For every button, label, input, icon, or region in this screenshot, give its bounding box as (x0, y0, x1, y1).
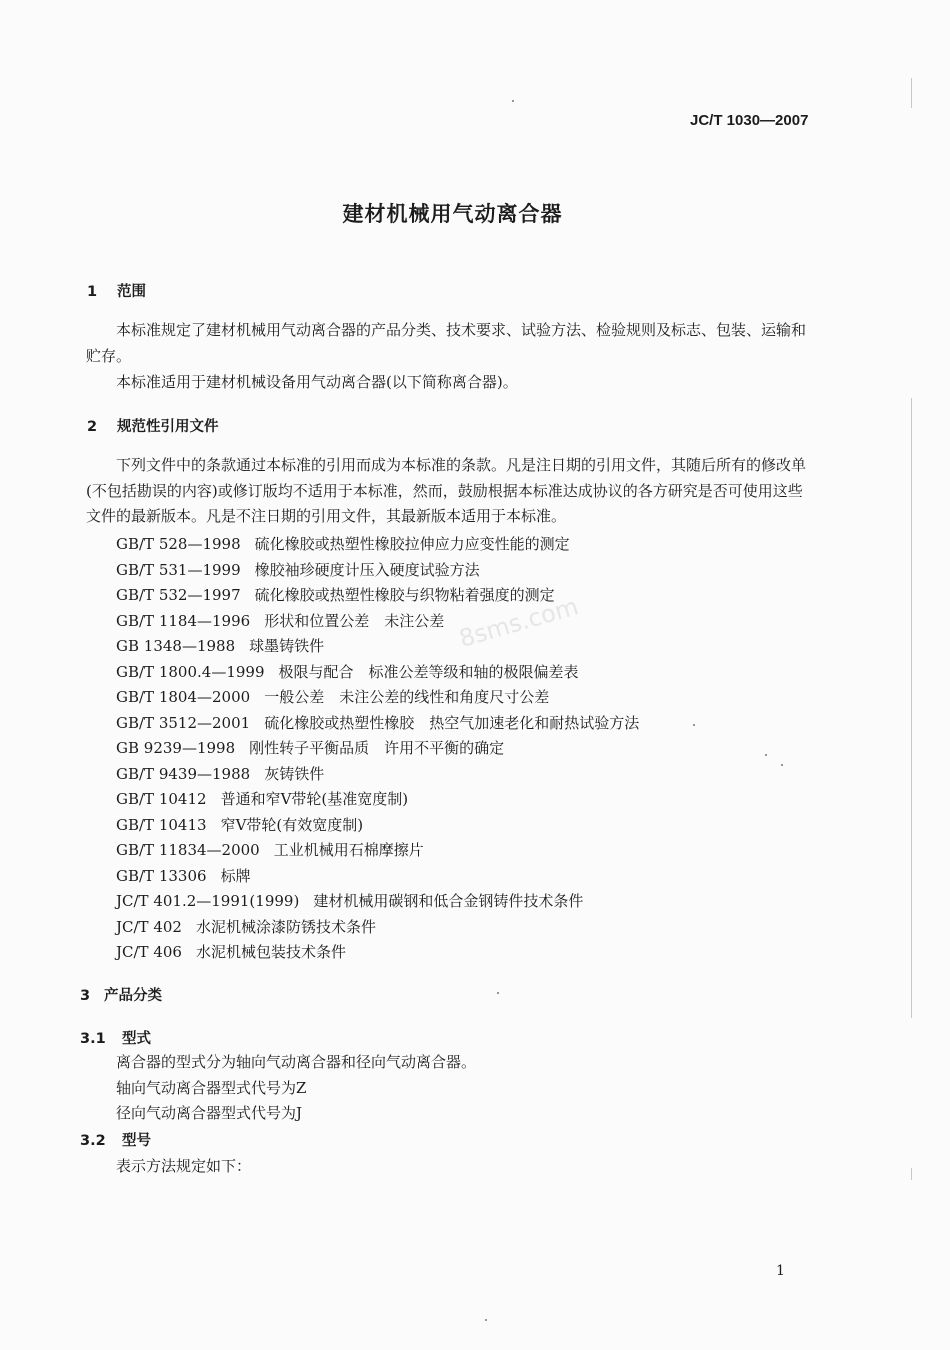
scan-speck (781, 764, 783, 766)
section-3-heading (80, 984, 162, 1005)
text-line: 轴向气动离合器型式代号为Z (116, 1079, 307, 1097)
scan-edge-line (911, 398, 912, 1018)
text-line: 离合器的型式分为轴向气动离合器和径向气动离合器。 (116, 1053, 477, 1071)
document-title: 建材机械用气动离合器 (342, 202, 563, 226)
section-title: 产品分类 (104, 988, 162, 1004)
reference-code: GB/T 1184—1996 (116, 611, 251, 630)
section-title: 规范性引用文件 (117, 419, 219, 435)
text-line: 表示方法规定如下： (116, 1157, 252, 1175)
reference-item (116, 813, 639, 839)
section-1-paragraph: 本标准规定了建材机械用气动离合器的产品分类、技术要求、试验方法、检验规则及标志、包装、运输和贮存。 (86, 321, 807, 365)
reference-item (116, 685, 639, 711)
reference-title: 普通和窄V带轮(基准宽度制) (220, 790, 409, 808)
reference-code: GB/T 528—1998 (116, 535, 241, 553)
reference-item (116, 558, 639, 584)
scan-speck (693, 724, 695, 726)
reference-item (116, 940, 639, 966)
reference-title: 窄V带轮(有效宽度制) (220, 815, 364, 834)
reference-item (116, 660, 639, 686)
reference-title: 灰铸铁件 (264, 764, 325, 783)
reference-item (116, 711, 639, 737)
reference-code: GB/T 9439—1988 (116, 764, 251, 783)
reference-title: 球墨铸铁件 (249, 637, 325, 655)
section-title: 范围 (117, 284, 146, 300)
reference-code: GB/T 13306 (116, 866, 207, 885)
reference-item (116, 915, 639, 941)
subsection-3-2-heading (80, 1129, 151, 1150)
scan-speck (512, 100, 514, 102)
reference-item (116, 736, 639, 762)
subsection-number: 3.2 (80, 1133, 106, 1149)
subsection-number: 3.1 (80, 1031, 106, 1047)
subsection-title: 型号 (122, 1133, 151, 1149)
section-2-intro: 下列文件中的条款通过本标准的引用而成为本标准的条款。凡是注日期的引用文件，其随后所有的修改单(不包括勘误的内容)或修订版均不适用于本标准，然而，鼓励根据本标准达成协议的各方研究是否可使用这些文件的最新版本。凡是不注日期的引用文件，其最新版本适用于本标准。 (86, 456, 807, 526)
scan-edge-line (911, 78, 912, 108)
reference-item (116, 838, 639, 864)
reference-title: 极限与配合 标准公差等级和轴的极限偏差表 (278, 662, 579, 681)
section-1-paragraph: 本标准适用于建材机械设备用气动离合器(以下简称离合器)。 (116, 373, 518, 391)
reference-item (116, 609, 639, 635)
reference-code: GB/T 10412 (116, 790, 207, 808)
reference-code: GB/T 532—1997 (116, 586, 241, 604)
reference-item (116, 583, 639, 609)
reference-code: GB/T 10413 (116, 815, 207, 834)
reference-title: 水泥机械包装技术条件 (195, 943, 346, 961)
scan-speck (485, 1319, 487, 1321)
reference-code: JC/T 401.2—1991(1999) (116, 892, 300, 910)
reference-item (116, 864, 639, 890)
reference-code: GB/T 11834—2000 (116, 841, 260, 859)
reference-code: GB/T 1800.4—1999 (116, 662, 265, 681)
reference-code: GB/T 3512—2001 (116, 713, 251, 732)
reference-code: GB 9239—1998 (116, 739, 236, 757)
standard-code: JC/T 1030—2007 (690, 112, 809, 129)
reference-title: 硫化橡胶或热塑性橡胶与织物粘着强度的测定 (254, 586, 555, 604)
reference-title: 建材机械用碳钢和低合金钢铸件技术条件 (313, 892, 584, 910)
text-line: 径向气动离合器型式代号为J (116, 1104, 303, 1122)
reference-title: 形状和位置公差 未注公差 (264, 611, 445, 630)
reference-code: GB/T 531—1999 (116, 560, 241, 579)
scan-edge-line (911, 1168, 912, 1180)
section-number: 2 (87, 419, 98, 435)
reference-code: JC/T 402 (116, 917, 182, 936)
reference-title: 硫化橡胶或热塑性橡胶 热空气加速老化和耐热试验方法 (264, 713, 640, 732)
page-number: 1 (776, 1263, 785, 1279)
subsection-title: 型式 (122, 1031, 151, 1047)
reference-code: GB 1348—1988 (116, 637, 236, 655)
subsection-3-1-heading (80, 1027, 151, 1048)
reference-title: 硫化橡胶或热塑性橡胶拉伸应力应变性能的测定 (254, 535, 570, 553)
section-2-heading (87, 415, 219, 436)
reference-list (116, 532, 639, 966)
reference-title: 工业机械用石棉摩擦片 (273, 841, 424, 859)
reference-code: GB/T 1804—2000 (116, 688, 251, 706)
section-number: 3 (80, 988, 91, 1004)
reference-item (116, 762, 639, 788)
scan-speck (765, 754, 767, 756)
reference-title: 标牌 (220, 866, 251, 885)
watermark: 8sms.com (456, 592, 582, 653)
section-number: 1 (87, 284, 98, 300)
reference-item (116, 532, 639, 558)
reference-title: 刚性转子平衡品质 许用不平衡的确定 (249, 739, 505, 757)
reference-title: 一般公差 未注公差的线性和角度尺寸公差 (264, 688, 550, 706)
reference-item (116, 889, 639, 915)
scan-speck (497, 992, 499, 994)
reference-code: JC/T 406 (116, 943, 182, 961)
reference-title: 橡胶袖珍硬度计压入硬度试验方法 (254, 560, 480, 579)
reference-title: 水泥机械涂漆防锈技术条件 (195, 917, 376, 936)
reference-item (116, 787, 639, 813)
section-1-heading (87, 280, 146, 301)
reference-item (116, 634, 639, 660)
